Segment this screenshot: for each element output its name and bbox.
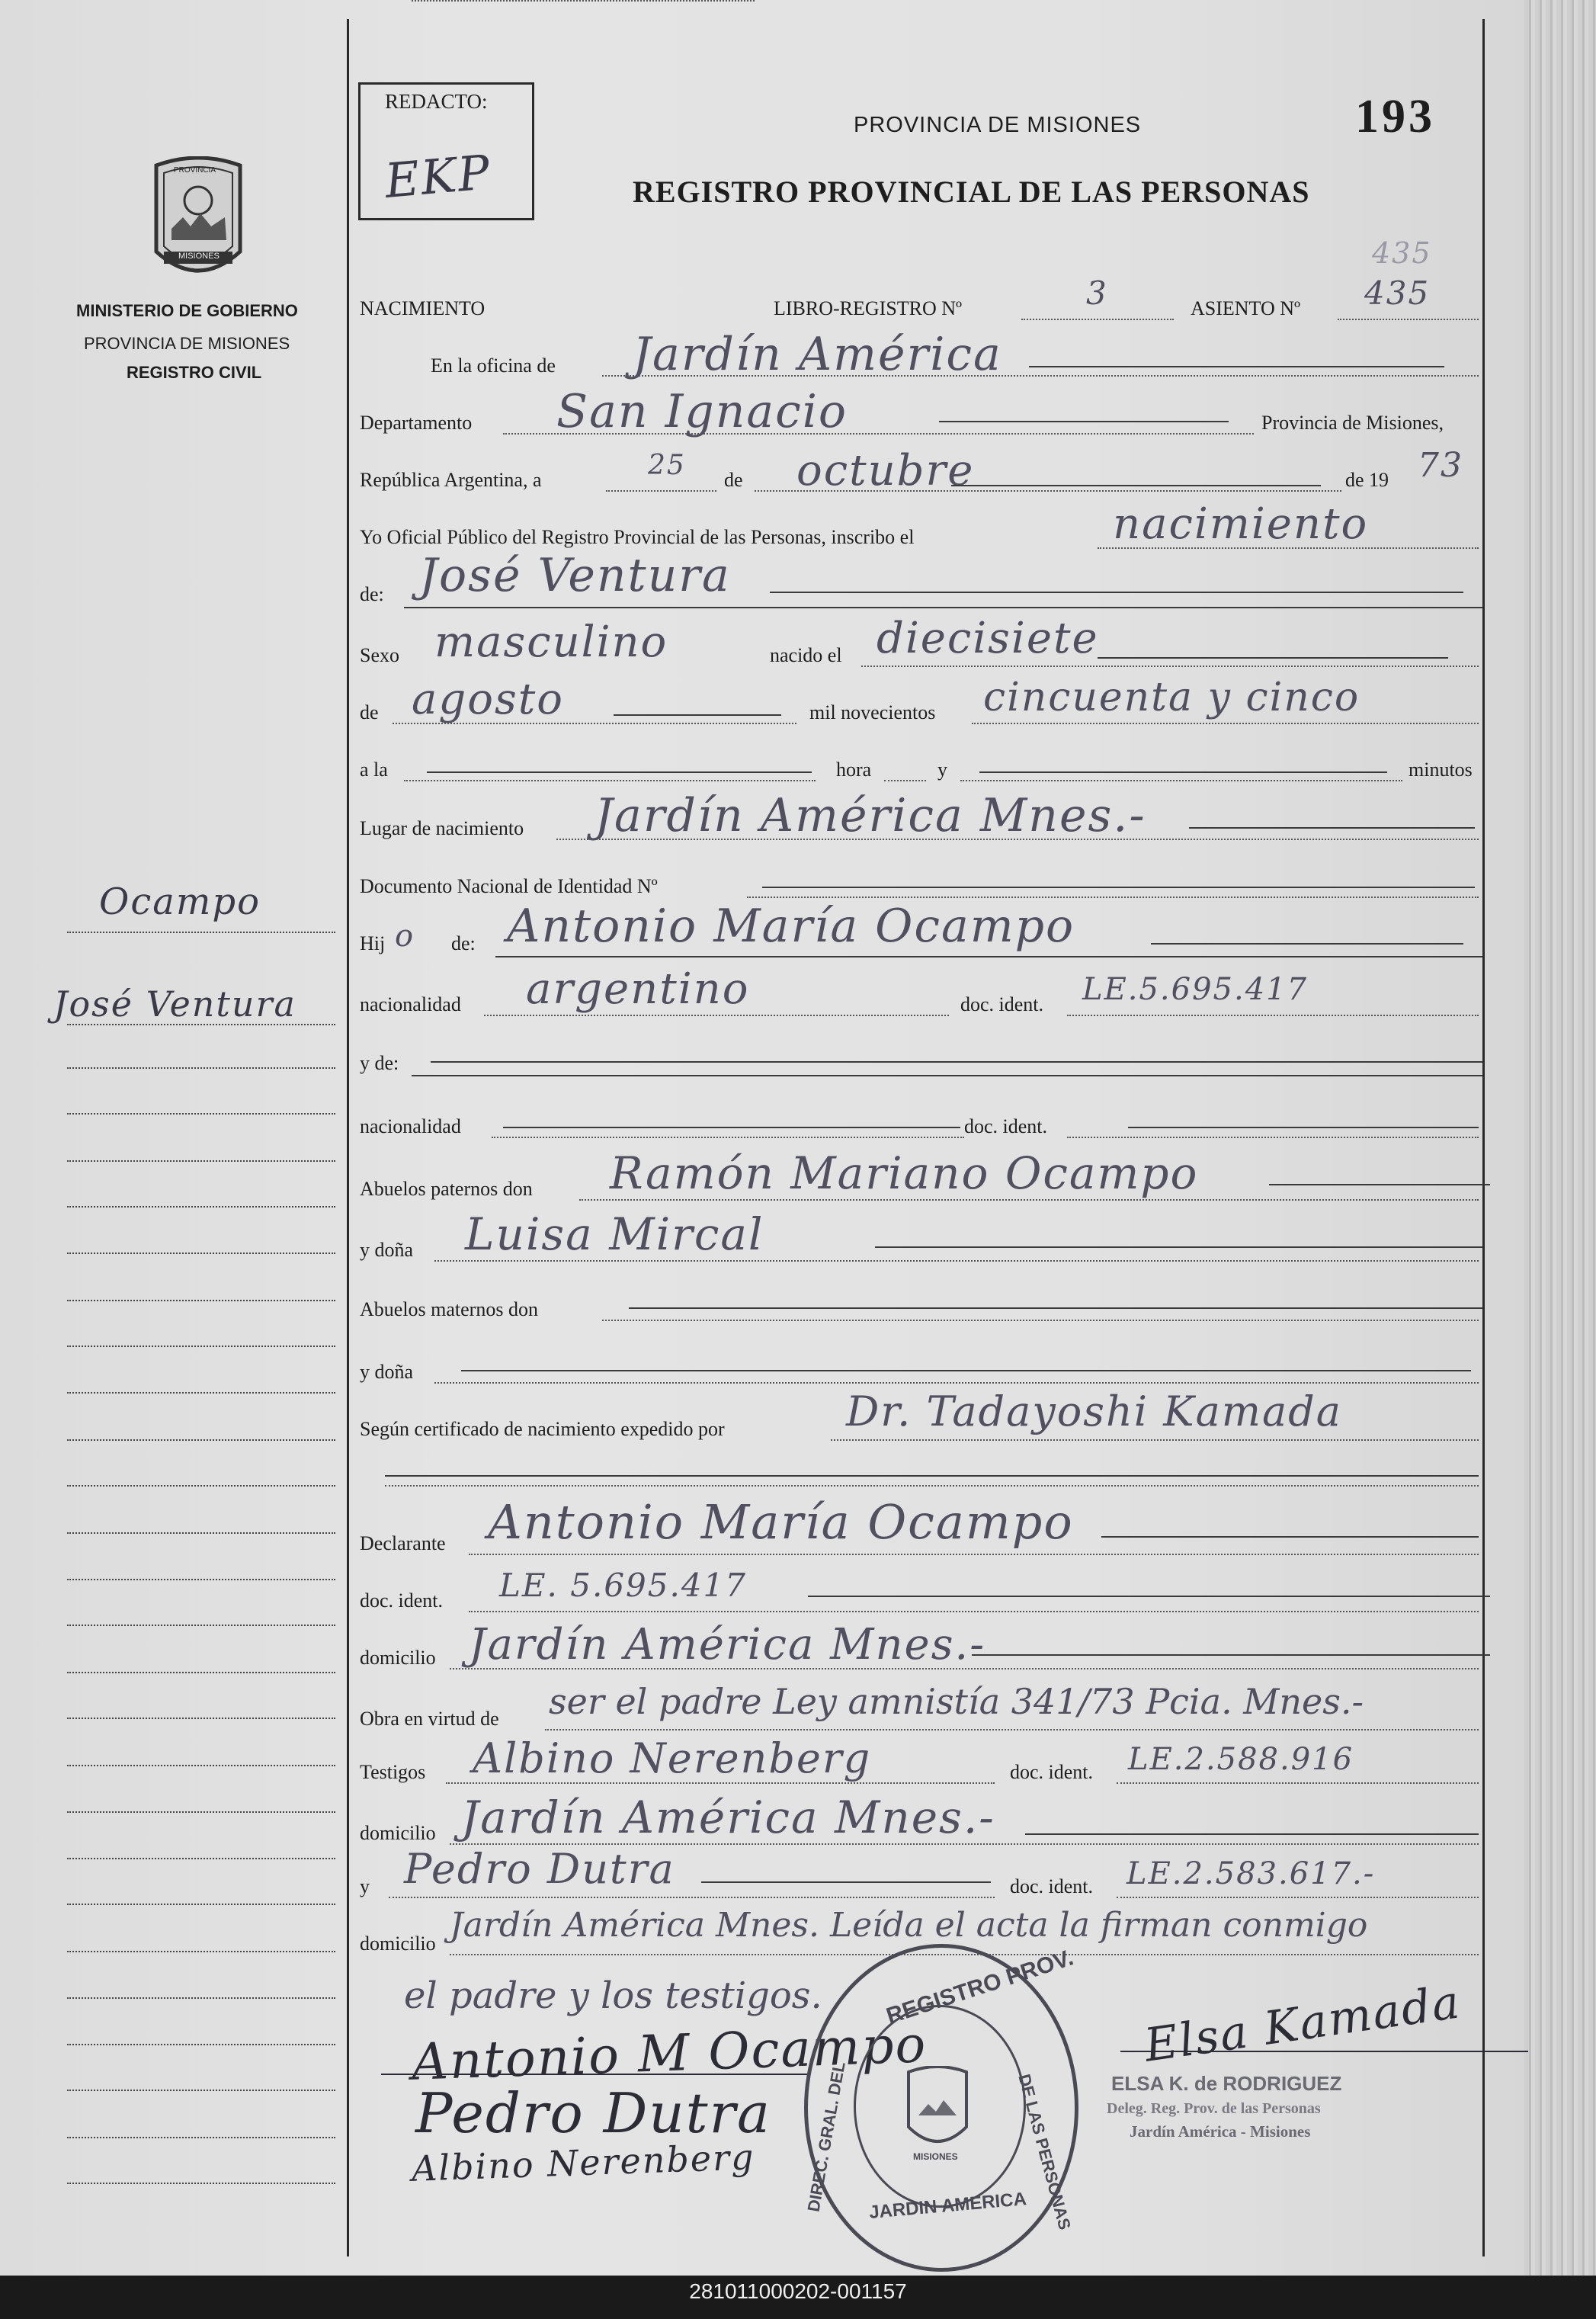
doc-ident3-label: doc. ident. (360, 1589, 444, 1612)
sidebar-registro: REGISTRO CIVIL (127, 363, 262, 382)
domicilio-value: Jardín América Mnes.- (469, 1620, 986, 1669)
seal-left-text: DIREC. GRAL. DEL (803, 2060, 849, 2214)
cierre-value: el padre y los testigos. (404, 1974, 822, 2017)
mes-nac-value: agosto (412, 675, 564, 724)
a-la-label: a la (360, 759, 388, 781)
doc-decl-value: LE. 5.695.417 (499, 1567, 748, 1604)
margin-line (67, 932, 335, 933)
redacto-label: REDACTO: (385, 90, 488, 113)
dia-value: 25 (648, 450, 686, 481)
asiento-value: 435 (1364, 274, 1431, 312)
asiento-label: ASIENTO Nº (1191, 297, 1301, 319)
seal-top-text: REGISTRO PROV. (883, 1945, 1077, 2029)
lugar-dash (1189, 827, 1475, 829)
doc-madre-dots (1067, 1137, 1479, 1138)
dia-dots (606, 490, 716, 492)
abuelo-mat-dots (602, 1320, 1479, 1321)
libro-label: LIBRO-REGISTRO Nº (774, 297, 963, 319)
certificado-dash (385, 1475, 1479, 1477)
abuela-pat-dash (875, 1246, 1482, 1248)
nac-padre-value: argentino (526, 964, 750, 1014)
de-label-2: de (360, 701, 379, 723)
oficina-dash (1029, 366, 1444, 367)
padre-value: Antonio María Ocampo (507, 900, 1075, 953)
domicilio-label: domicilio (360, 1647, 436, 1669)
margin-line (67, 1951, 335, 1952)
certificado-dots-2 (385, 1485, 1479, 1487)
libro-dots (1021, 319, 1174, 320)
domicilio2-value: Jardín América Mnes.- (461, 1791, 995, 1843)
hora-dash (427, 771, 812, 773)
declarante-value: Antonio María Ocampo (488, 1494, 1074, 1550)
doc-ident-label: doc. ident. (960, 993, 1044, 1015)
page-stack-edge (1524, 0, 1596, 2276)
doc-decl-dash (808, 1596, 1490, 1597)
minutos-label: minutos (1409, 759, 1473, 781)
official-stamp-role: Deleg. Reg. Prov. de las Personas (1107, 2100, 1321, 2117)
nombre-underline (404, 607, 1482, 608)
margin-line (67, 1718, 335, 1719)
signature-pedro: Pedro Dutra (415, 2081, 771, 2145)
dni-dots (747, 896, 1479, 898)
margin-line (67, 1024, 335, 1025)
de-label-1: de (724, 469, 743, 491)
oficina-value: Jardín América (633, 328, 1002, 381)
margin-line (67, 1579, 335, 1580)
abuelo-mat-dash (629, 1307, 1482, 1309)
signature-albino: Albino Nerenberg (411, 2136, 756, 2189)
nac-madre-dash (503, 1127, 960, 1128)
seal-right-text: DE LAS PERSONAS (1014, 2072, 1075, 2232)
margin-line (67, 1253, 335, 1254)
lugar-label: Lugar de nacimiento (360, 817, 524, 839)
sidebar-given-names: José Ventura (53, 983, 296, 1025)
doc-padre-dots (1067, 1015, 1479, 1016)
sidebar-surname: Ocampo (99, 880, 261, 923)
sexo-value: masculino (434, 617, 668, 667)
province-logo (141, 156, 255, 282)
doc-ident4-label: doc. ident. (1010, 1761, 1094, 1783)
y-label-1: y (937, 759, 947, 781)
oficina-label: En la oficina de (431, 354, 556, 377)
margin-line (67, 1113, 335, 1115)
declarante-dash (1101, 1536, 1479, 1538)
doc-test1-value: LE.2.588.916 (1128, 1742, 1354, 1777)
margin-line (67, 2090, 335, 2091)
yo-oficial-text: Yo Oficial Público del Registro Provincial de las Personas, inscribo el (360, 526, 915, 548)
abuelo-pat-dash (1269, 1184, 1490, 1185)
nacionalidad-label: nacionalidad (360, 993, 461, 1015)
testigos-label: Testigos (360, 1761, 426, 1783)
signature-antonio: Antonio M Ocampo (410, 2015, 928, 2092)
sexo-dots (412, 0, 755, 2)
logo-top-text: PROVINCIA (174, 166, 216, 175)
margin-line (67, 1904, 335, 1905)
certificado-label: Según certificado de nacimiento expedido por (360, 1418, 725, 1440)
margin-line (67, 1439, 335, 1441)
margin-line (67, 1532, 335, 1534)
lugar-value: Jardín América Mnes.- (594, 789, 1146, 842)
official-stamp-place: Jardín América - Misiones (1130, 2122, 1311, 2141)
margin-line (67, 2044, 335, 2045)
madre-dash (431, 1061, 1482, 1063)
asiento-dots (1338, 319, 1479, 320)
abuela-pat-dots (434, 1260, 1479, 1262)
margin-line (67, 1485, 335, 1487)
doc-madre-dash (1128, 1127, 1479, 1128)
margin-line (67, 1858, 335, 1859)
anio-nac-value: cincuenta y cinco (983, 675, 1360, 720)
asiento-pencil-note: 435 (1372, 236, 1432, 270)
hijo-suffix: o (395, 919, 415, 954)
doc-ident2-label: doc. ident. (964, 1115, 1048, 1137)
departamento-value: San Ignacio (556, 385, 848, 438)
sidebar-provincia: PROVINCIA DE MISIONES (84, 334, 290, 353)
abuela-mat-dash (461, 1370, 1471, 1371)
nombre-dash (770, 592, 1463, 593)
testigo1-value: Albino Nerenberg (473, 1734, 872, 1782)
certificado-dots (831, 1439, 1479, 1441)
margin-line (67, 1346, 335, 1347)
abuela-pat-value: Luisa Mircal (465, 1208, 764, 1260)
hijo-de-label: de: (451, 932, 476, 954)
signature-official: Elsa Kamada (1141, 1975, 1464, 2073)
provincia-misiones-label: Provincia de Misiones, (1261, 412, 1444, 434)
libro-value: 3 (1086, 274, 1108, 312)
nacimiento-label: NACIMIENTO (360, 297, 486, 319)
padre-dash (1151, 943, 1463, 945)
margin-line (67, 1300, 335, 1301)
domicilio2-dash (1025, 1833, 1479, 1835)
a-la-dots (404, 780, 816, 781)
sidebar-ministerio: MINISTERIO DE GOBIERNO (76, 301, 298, 320)
nacido-value: diecisiete (877, 614, 1099, 663)
domicilio2-label: domicilio (360, 1822, 436, 1844)
redacto-value: EKP (383, 144, 494, 209)
obra-dots (545, 1729, 1479, 1730)
madre-underline (412, 1075, 1482, 1076)
margin-line (67, 1625, 335, 1626)
margin-line (67, 1206, 335, 1208)
testigo2-dash (701, 1881, 991, 1883)
official-stamp-name: ELSA K. de RODRIGUEZ (1111, 2072, 1342, 2095)
obra-value: ser el padre Ley amnistía 341/73 Pcia. Mnes.- (549, 1681, 1364, 1722)
nac-madre-dots (492, 1137, 964, 1138)
margin-line (67, 2137, 335, 2138)
de-nombre-label: de: (360, 583, 384, 605)
declarante-dots (469, 1554, 1479, 1555)
y-de-label: y de: (360, 1052, 399, 1074)
folio-number: 193 (1355, 91, 1435, 143)
logo-bottom-text: MISIONES (178, 252, 220, 261)
republica-label: República Argentina, a (360, 469, 542, 491)
dni-dash (762, 887, 1475, 888)
abuelos-paternos-label: Abuelos paternos don (360, 1178, 533, 1200)
domicilio-dash (972, 1654, 1490, 1656)
signature-official-stroke (1120, 2051, 1528, 2052)
abuelo-pat-value: Ramón Mariano Ocampo (610, 1147, 1199, 1199)
margin-line (67, 1392, 335, 1394)
y-dona-1-label: y doña (360, 1239, 414, 1261)
left-column-border (347, 19, 349, 2256)
mil-novecientos-label: mil novecientos (809, 701, 936, 723)
doc-test2-value: LE.2.583.617.- (1126, 1856, 1376, 1891)
registry-title: REGISTRO PROVINCIAL DE LAS PERSONAS (633, 175, 1310, 209)
seal-emblem (899, 2066, 976, 2150)
nac-padre-dots (484, 1015, 949, 1016)
margin-line (67, 1160, 335, 1162)
nacionalidad2-label: nacionalidad (360, 1115, 461, 1137)
nacido-dash (1098, 657, 1448, 659)
margin-line (67, 2183, 335, 2184)
seal-bottom-text: JARDIN AMERICA (868, 2189, 1027, 2223)
mes-dash (951, 485, 1321, 486)
dni-label: Documento Nacional de Identidad Nº (360, 875, 658, 897)
de-year-label: de 19 (1345, 469, 1389, 491)
doc-test1-dots (1117, 1782, 1479, 1784)
abuelo-pat-dots (579, 1199, 1479, 1201)
doc-ident5-label: doc. ident. (1010, 1875, 1094, 1897)
margin-line (67, 1811, 335, 1813)
obra-label: Obra en virtud de (360, 1708, 499, 1730)
declarante-label: Declarante (360, 1532, 446, 1554)
inscribo-value: nacimiento (1113, 499, 1369, 549)
testigo2-dots (389, 1897, 995, 1898)
provincia-heading: PROVINCIA DE MISIONES (854, 113, 1142, 137)
domicilio3-label: domicilio (360, 1932, 436, 1955)
image-code-footer: 281011000202-001157 (689, 2279, 907, 2303)
nacido-label: nacido el (770, 644, 842, 666)
mes-value: octubre (796, 446, 975, 496)
margin-line (67, 1672, 335, 1673)
departamento-label: Departamento (360, 412, 473, 434)
right-column-border (1482, 19, 1485, 2256)
mes-nac-dash (614, 714, 781, 716)
hijo-label: Hij (360, 932, 386, 954)
minutos-dots (960, 780, 1402, 781)
anio-nac-dots (972, 723, 1479, 724)
domicilio3-value: Jardín América Mnes. Leída el acta la firman conmigo (450, 1906, 1368, 1945)
nombre-value: José Ventura (419, 549, 731, 602)
padre-underline (495, 956, 1482, 957)
hora-dots (884, 780, 926, 781)
nacido-dots (861, 666, 1479, 667)
signature-antonio-stroke (381, 2074, 808, 2075)
testigo2-value: Pedro Dutra (404, 1845, 675, 1893)
margin-line (67, 1997, 335, 1999)
doc-padre-value: LE.5.695.417 (1082, 972, 1309, 1007)
abuela-mat-dots (434, 1382, 1479, 1384)
testigo1-dots (446, 1782, 995, 1784)
minutos-dash (979, 771, 1387, 773)
y-dona-2-label: y doña (360, 1361, 414, 1383)
y-label-2: y (360, 1875, 370, 1897)
departamento-dash (939, 421, 1229, 422)
hora-label: hora (836, 759, 872, 781)
sexo-label: Sexo (360, 644, 399, 666)
doc-test2-dots (1117, 1897, 1479, 1898)
seal-center-text: MISIONES (913, 2151, 958, 2162)
doc-decl-dots (469, 1611, 1479, 1612)
year-value: 73 (1418, 446, 1463, 485)
margin-line (67, 1765, 335, 1766)
margin-line (67, 1067, 335, 1069)
certificado-value: Dr. Tadayoshi Kamada (846, 1387, 1342, 1435)
abuelos-maternos-label: Abuelos maternos don (360, 1298, 538, 1320)
